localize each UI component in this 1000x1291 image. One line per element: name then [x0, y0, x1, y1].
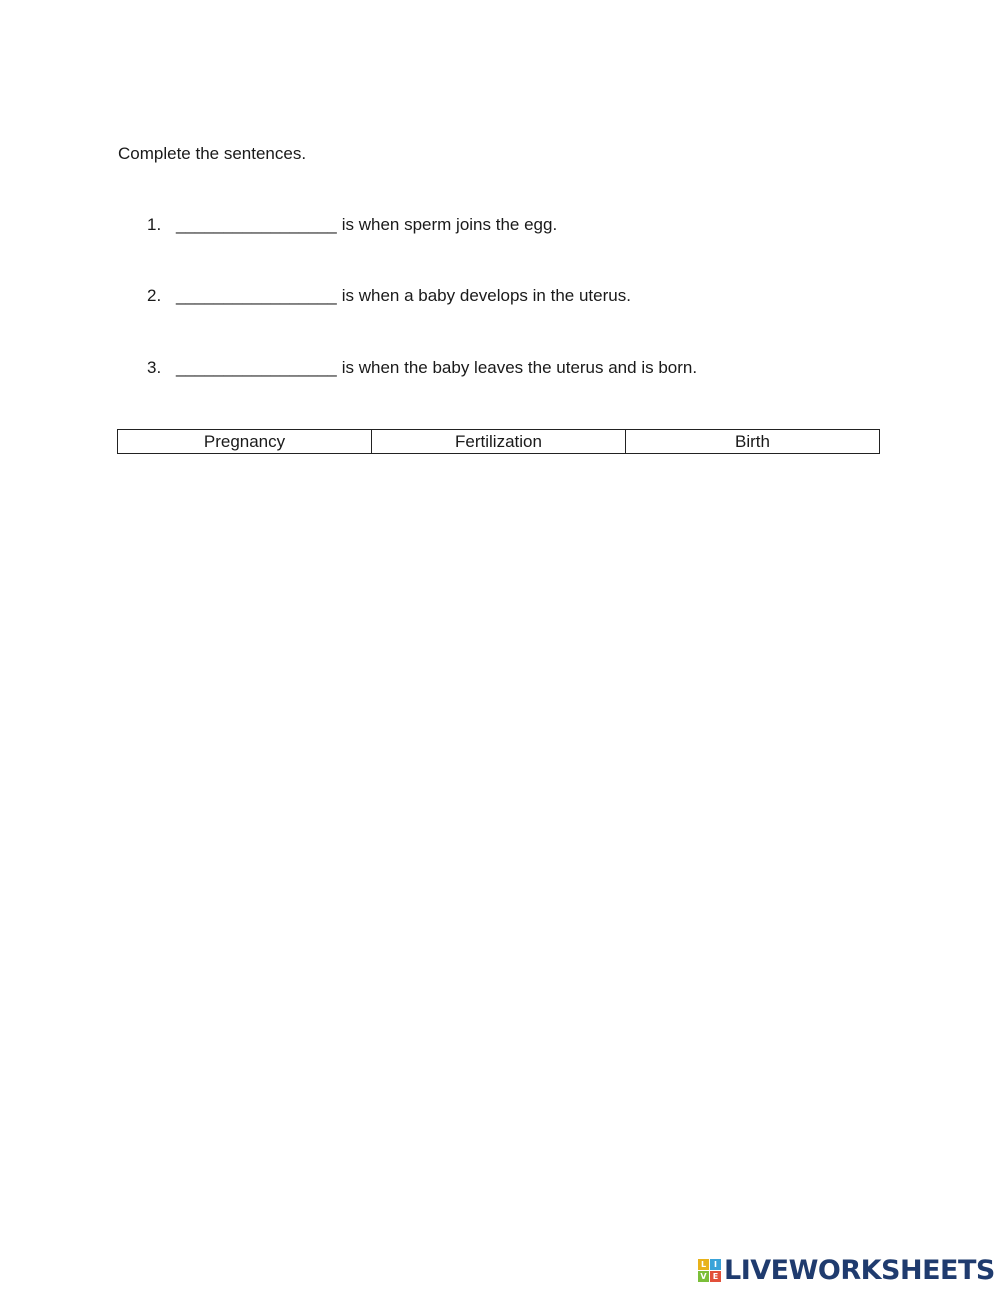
word-bank-cell[interactable]: Pregnancy [118, 430, 372, 454]
logo-block: V [698, 1271, 709, 1282]
answer-blank[interactable]: _________________ [176, 286, 337, 305]
answer-blank[interactable]: _________________ [176, 215, 337, 234]
sentence-item [147, 286, 631, 306]
item-number: 1. [147, 215, 162, 234]
answer-blank[interactable]: _________________ [176, 358, 337, 377]
word-bank-cell[interactable]: Birth [626, 430, 880, 454]
logo-block: L [698, 1259, 709, 1270]
logo-block: I [710, 1259, 721, 1270]
sentence-text: is when a baby develops in the uterus. [341, 286, 631, 305]
word-bank-row [118, 430, 880, 454]
sentence-item [147, 358, 697, 378]
logo-blocks-icon [698, 1259, 721, 1282]
item-number: 3. [147, 358, 162, 377]
sentence-item [147, 215, 557, 235]
word-bank-table [117, 429, 880, 454]
sentence-text: is when the baby leaves the uterus and is born. [341, 358, 698, 377]
sentence-text: is when sperm joins the egg. [341, 215, 558, 234]
instruction-text: Complete the sentences. [118, 144, 307, 163]
item-number: 2. [147, 286, 162, 305]
logo-block: E [710, 1271, 721, 1282]
logo-text: LIVEWORKSHEETS [724, 1254, 995, 1286]
liveworksheets-logo [698, 1255, 995, 1285]
word-bank-cell[interactable]: Fertilization [372, 430, 626, 454]
